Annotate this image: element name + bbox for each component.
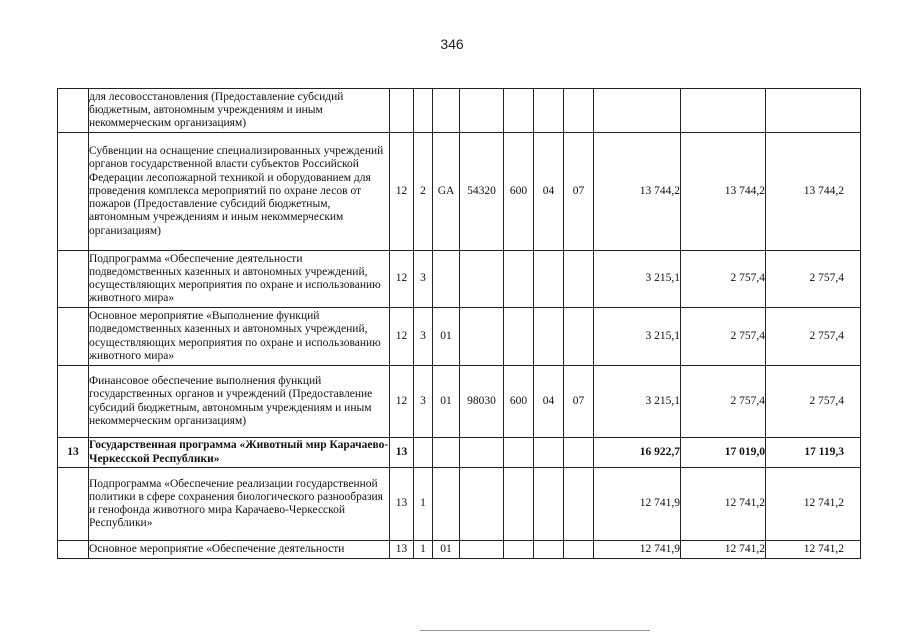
row-name-cell: Основное мероприятие «Выполнение функций подведомственных казенных и автономных учреждений, осуществляющих мероприятия по охране и использованию животного мира»: [89, 308, 390, 366]
code-rz-cell: 04: [534, 366, 564, 438]
row-number-cell: [58, 89, 89, 133]
amount-year2-cell: [681, 89, 766, 133]
row-name-cell: Финансовое обеспечение выполнения функций государственных органов и учреждений (Предоставление субсидий бюджетным, автономным учреждениям и иным некоммерческим организациям): [89, 366, 390, 438]
code-vr-cell: [504, 251, 534, 308]
code-pp-cell: [414, 438, 433, 468]
row-number-cell: 13: [58, 438, 89, 468]
code-vr-cell: [504, 308, 534, 366]
code-om-cell: 01: [433, 308, 460, 366]
code-pr-cell: [564, 438, 594, 468]
code-rz-cell: [534, 541, 564, 559]
amount-year3-cell: 2 757,4: [766, 308, 861, 366]
table-row: [58, 468, 861, 541]
table-row: [58, 251, 861, 308]
code-pp-cell: 3: [414, 308, 433, 366]
code-rz-cell: [534, 438, 564, 468]
row-name-cell: Государственная программа «Животный мир Карачаево-Черкесской Республики»: [89, 438, 390, 468]
row-number-cell: [58, 366, 89, 438]
amount-year3-cell: 12 741,2: [766, 468, 861, 541]
code-om-cell: GA: [433, 133, 460, 251]
row-number-cell: [58, 541, 89, 559]
code-vr-cell: 600: [504, 366, 534, 438]
code-gp-cell: 12: [390, 251, 414, 308]
code-pr-cell: [564, 468, 594, 541]
amount-year2-cell: 2 757,4: [681, 366, 766, 438]
row-name-cell: Основное мероприятие «Обеспечение деятельности: [89, 541, 390, 559]
code-direction-cell: [460, 89, 504, 133]
scan-edge-mark: [420, 630, 650, 631]
code-pr-cell: [564, 251, 594, 308]
code-direction-cell: [460, 438, 504, 468]
amount-year2-cell: 12 741,2: [681, 541, 766, 559]
table-row: [58, 541, 861, 559]
code-vr-cell: [504, 468, 534, 541]
code-rz-cell: [534, 468, 564, 541]
amount-year3-cell: [766, 89, 861, 133]
code-pp-cell: 1: [414, 541, 433, 559]
table-row: [58, 366, 861, 438]
row-name-cell: Подпрограмма «Обеспечение деятельности подведомственных казенных и автономных учреждений, осуществляющих мероприятия по охране и использованию животного мира»: [89, 251, 390, 308]
code-rz-cell: [534, 308, 564, 366]
code-rz-cell: 04: [534, 133, 564, 251]
code-direction-cell: 98030: [460, 366, 504, 438]
amount-year1-cell: 16 922,7: [594, 438, 681, 468]
code-om-cell: [433, 468, 460, 541]
code-pr-cell: [564, 541, 594, 559]
page-number: 346: [440, 36, 464, 52]
row-number-cell: [58, 308, 89, 366]
code-pp-cell: 3: [414, 366, 433, 438]
amount-year2-cell: 12 741,2: [681, 468, 766, 541]
code-pp-cell: 3: [414, 251, 433, 308]
code-rz-cell: [534, 251, 564, 308]
code-pr-cell: 07: [564, 366, 594, 438]
code-gp-cell: 12: [390, 308, 414, 366]
code-pp-cell: [414, 89, 433, 133]
code-pp-cell: 2: [414, 133, 433, 251]
code-gp-cell: 12: [390, 133, 414, 251]
code-om-cell: 01: [433, 366, 460, 438]
code-om-cell: [433, 438, 460, 468]
code-pr-cell: [564, 89, 594, 133]
row-name-cell: Подпрограмма «Обеспечение реализации государственной политики в сфере сохранения биологического разнообразия и генофонда животного мира Карачаево-Черкесской Республики»: [89, 468, 390, 541]
code-gp-cell: 13: [390, 438, 414, 468]
code-direction-cell: [460, 541, 504, 559]
amount-year1-cell: [594, 89, 681, 133]
code-direction-cell: [460, 251, 504, 308]
code-om-cell: [433, 89, 460, 133]
amount-year3-cell: 13 744,2: [766, 133, 861, 251]
amount-year1-cell: 3 215,1: [594, 366, 681, 438]
code-vr-cell: [504, 541, 534, 559]
code-direction-cell: [460, 308, 504, 366]
code-gp-cell: 13: [390, 541, 414, 559]
code-rz-cell: [534, 89, 564, 133]
code-om-cell: 01: [433, 541, 460, 559]
amount-year3-cell: 2 757,4: [766, 366, 861, 438]
amount-year3-cell: 17 119,3: [766, 438, 861, 468]
amount-year2-cell: 2 757,4: [681, 251, 766, 308]
amount-year1-cell: 3 215,1: [594, 308, 681, 366]
row-number-cell: [58, 468, 89, 541]
table-row: [58, 133, 861, 251]
code-vr-cell: 600: [504, 133, 534, 251]
code-pr-cell: 07: [564, 133, 594, 251]
code-gp-cell: [390, 89, 414, 133]
code-om-cell: [433, 251, 460, 308]
code-gp-cell: 12: [390, 366, 414, 438]
row-name-cell: для лесовосстановления (Предоставление субсидий бюджетным, автономным учреждениям и иным некоммерческим организациям): [89, 89, 390, 133]
amount-year3-cell: 12 741,2: [766, 541, 861, 559]
row-number-cell: [58, 251, 89, 308]
budget-table: [57, 88, 861, 559]
table-row: [58, 438, 861, 468]
code-pr-cell: [564, 308, 594, 366]
table-row: [58, 308, 861, 366]
code-gp-cell: 13: [390, 468, 414, 541]
table-row: [58, 89, 861, 133]
code-direction-cell: [460, 468, 504, 541]
code-vr-cell: [504, 438, 534, 468]
amount-year1-cell: 3 215,1: [594, 251, 681, 308]
amount-year2-cell: 13 744,2: [681, 133, 766, 251]
code-direction-cell: 54320: [460, 133, 504, 251]
amount-year2-cell: 17 019,0: [681, 438, 766, 468]
amount-year1-cell: 12 741,9: [594, 541, 681, 559]
row-name-cell: Субвенции на оснащение специализированных учреждений органов государственной власти субъектов Российской Федерации лесопожарной техникой и оборудованием для проведения комплекса мероприятий по охране лесов от пожаров (Предоставление субсидий бюджетным, автономным учреждениям и иным некоммерческим организациям): [89, 133, 390, 251]
amount-year2-cell: 2 757,4: [681, 308, 766, 366]
code-pp-cell: 1: [414, 468, 433, 541]
amount-year1-cell: 12 741,9: [594, 468, 681, 541]
code-vr-cell: [504, 89, 534, 133]
row-number-cell: [58, 133, 89, 251]
amount-year1-cell: 13 744,2: [594, 133, 681, 251]
amount-year3-cell: 2 757,4: [766, 251, 861, 308]
